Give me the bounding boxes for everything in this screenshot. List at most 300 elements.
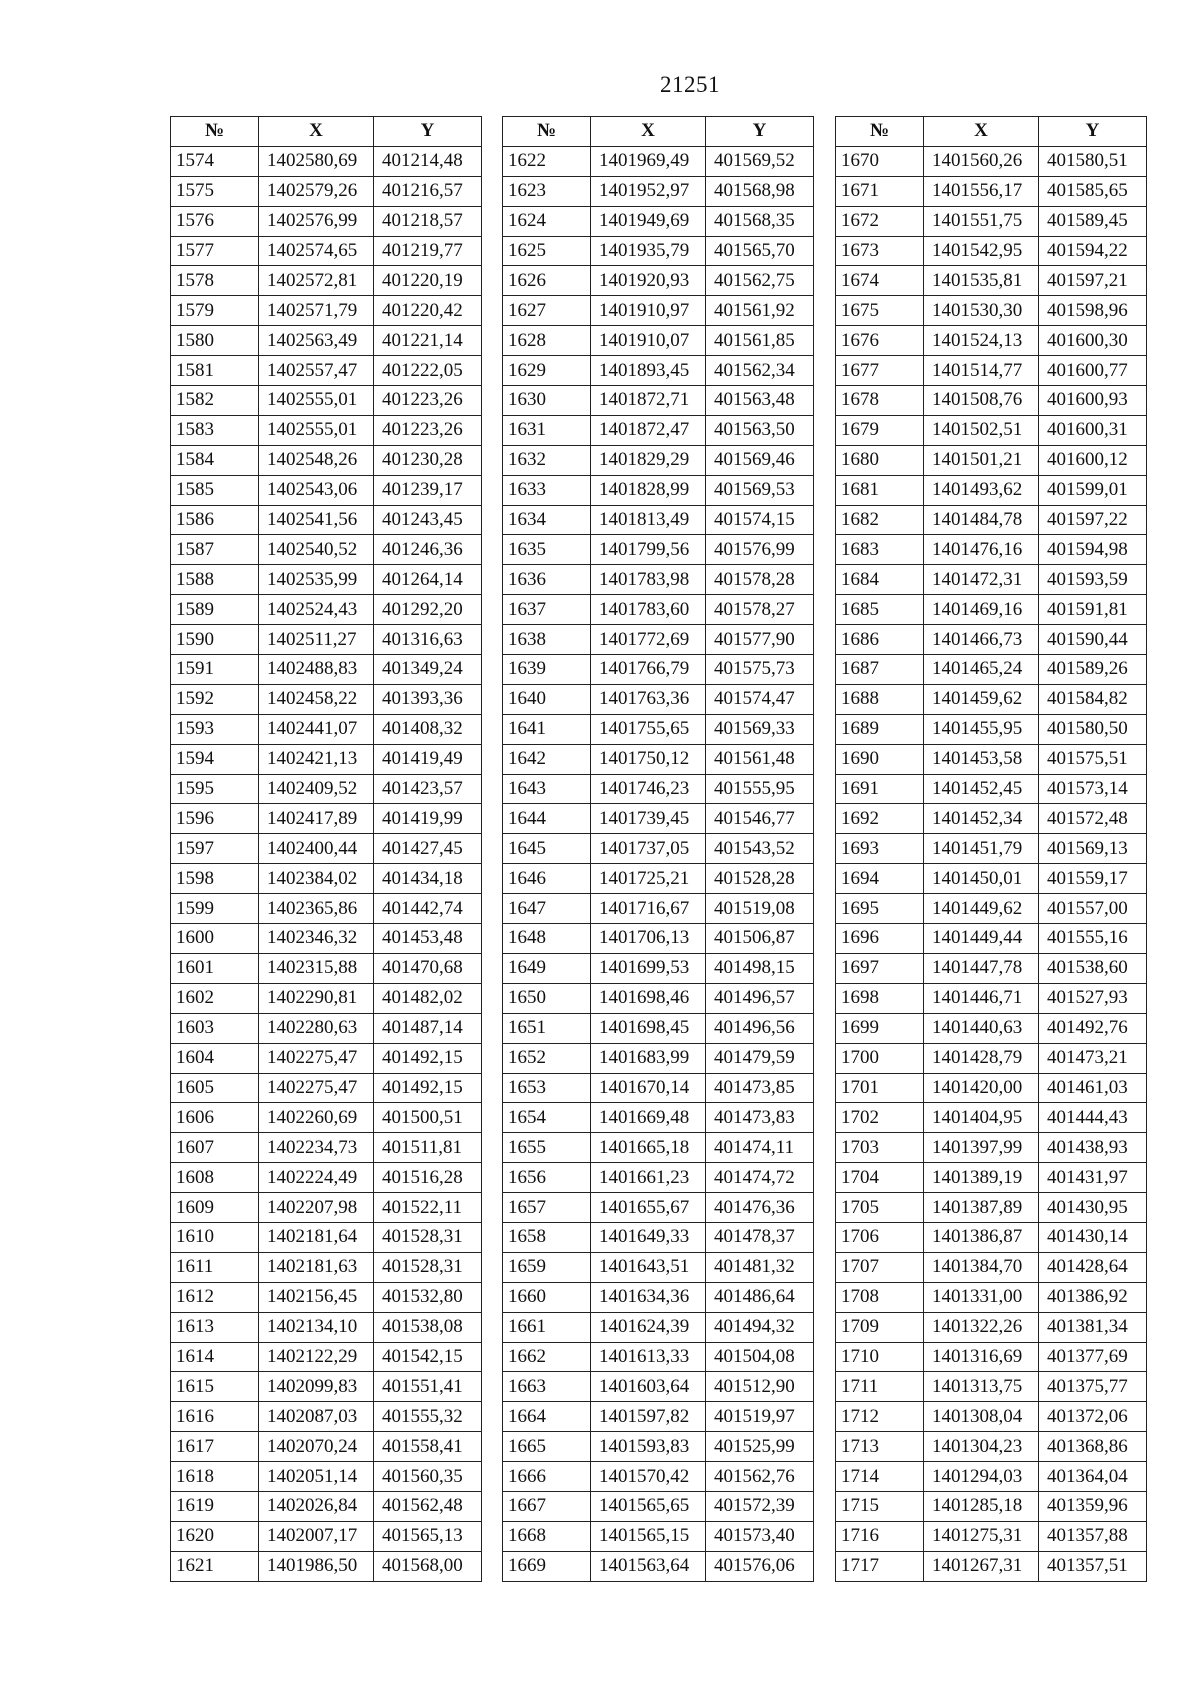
y-coordinate-cell: 401590,44 [1039, 625, 1147, 655]
y-coordinate-cell: 401377,69 [1039, 1342, 1147, 1372]
point-number-cell: 1680 [836, 445, 924, 475]
y-coordinate-cell: 401562,76 [706, 1462, 814, 1492]
table-row [171, 206, 482, 236]
point-number-cell: 1704 [836, 1163, 924, 1193]
x-coordinate-cell: 1401459,62 [924, 684, 1039, 714]
x-coordinate-cell: 1401665,18 [591, 1133, 706, 1163]
y-coordinate-cell: 401431,97 [1039, 1163, 1147, 1193]
point-number-cell: 1673 [836, 236, 924, 266]
x-coordinate-cell: 1401389,19 [924, 1163, 1039, 1193]
x-coordinate-cell: 1401466,73 [924, 625, 1039, 655]
x-coordinate-cell: 1402511,27 [259, 625, 374, 655]
point-number-cell: 1597 [171, 834, 259, 864]
point-number-cell: 1592 [171, 684, 259, 714]
table-row [503, 684, 814, 714]
y-coordinate-cell: 401591,81 [1039, 595, 1147, 625]
point-number-cell: 1598 [171, 864, 259, 894]
point-number-cell: 1583 [171, 415, 259, 445]
point-number-cell: 1616 [171, 1402, 259, 1432]
y-coordinate-cell: 401557,00 [1039, 894, 1147, 924]
x-coordinate-cell: 1401308,04 [924, 1402, 1039, 1432]
y-coordinate-cell: 401528,31 [374, 1222, 482, 1252]
x-coordinate-cell: 1401952,97 [591, 176, 706, 206]
column-header-x: X [591, 117, 706, 147]
y-coordinate-cell: 401568,00 [374, 1551, 482, 1581]
x-coordinate-cell: 1401799,56 [591, 535, 706, 565]
table-row [503, 1462, 814, 1492]
point-number-cell: 1666 [503, 1462, 591, 1492]
y-coordinate-cell: 401525,99 [706, 1432, 814, 1462]
x-coordinate-cell: 1401699,53 [591, 953, 706, 983]
point-number-cell: 1577 [171, 236, 259, 266]
x-coordinate-cell: 1401969,49 [591, 146, 706, 176]
y-coordinate-cell: 401239,17 [374, 475, 482, 505]
x-coordinate-cell: 1401508,76 [924, 386, 1039, 416]
x-coordinate-cell: 1401893,45 [591, 356, 706, 386]
point-number-cell: 1580 [171, 326, 259, 356]
column-header-number: № [171, 117, 259, 147]
point-number-cell: 1684 [836, 565, 924, 595]
table-row [503, 206, 814, 236]
x-coordinate-cell: 1401440,63 [924, 1013, 1039, 1043]
x-coordinate-cell: 1402181,63 [259, 1252, 374, 1282]
x-coordinate-cell: 1402576,99 [259, 206, 374, 236]
point-number-cell: 1634 [503, 505, 591, 535]
table-row [836, 1103, 1147, 1133]
x-coordinate-cell: 1402555,01 [259, 386, 374, 416]
x-coordinate-cell: 1401384,70 [924, 1252, 1039, 1282]
y-coordinate-cell: 401565,13 [374, 1521, 482, 1551]
y-coordinate-cell: 401430,95 [1039, 1193, 1147, 1223]
x-coordinate-cell: 1401755,65 [591, 714, 706, 744]
point-number-cell: 1610 [171, 1222, 259, 1252]
x-coordinate-cell: 1402535,99 [259, 565, 374, 595]
point-number-cell: 1659 [503, 1252, 591, 1282]
point-number-cell: 1708 [836, 1282, 924, 1312]
x-coordinate-cell: 1401535,81 [924, 266, 1039, 296]
table-row [503, 415, 814, 445]
table-row [503, 834, 814, 864]
x-coordinate-cell: 1401565,15 [591, 1521, 706, 1551]
table-row [171, 684, 482, 714]
table-row [503, 1103, 814, 1133]
x-coordinate-cell: 1401716,67 [591, 894, 706, 924]
x-coordinate-cell: 1401472,31 [924, 565, 1039, 595]
y-coordinate-cell: 401519,97 [706, 1402, 814, 1432]
y-coordinate-cell: 401578,27 [706, 595, 814, 625]
y-coordinate-cell: 401516,28 [374, 1163, 482, 1193]
table-row [171, 505, 482, 535]
point-number-cell: 1693 [836, 834, 924, 864]
table-row [171, 714, 482, 744]
x-coordinate-cell: 1401593,83 [591, 1432, 706, 1462]
table-row [503, 505, 814, 535]
point-number-cell: 1584 [171, 445, 259, 475]
point-number-cell: 1655 [503, 1133, 591, 1163]
point-number-cell: 1637 [503, 595, 591, 625]
point-number-cell: 1617 [171, 1432, 259, 1462]
x-coordinate-cell: 1401560,26 [924, 146, 1039, 176]
point-number-cell: 1585 [171, 475, 259, 505]
x-coordinate-cell: 1401910,07 [591, 326, 706, 356]
y-coordinate-cell: 401573,14 [1039, 774, 1147, 804]
point-number-cell: 1635 [503, 535, 591, 565]
table-row [503, 1222, 814, 1252]
point-number-cell: 1574 [171, 146, 259, 176]
point-number-cell: 1643 [503, 774, 591, 804]
coordinate-table-3 [835, 116, 1147, 1582]
point-number-cell: 1692 [836, 804, 924, 834]
point-number-cell: 1661 [503, 1312, 591, 1342]
y-coordinate-cell: 401568,35 [706, 206, 814, 236]
y-coordinate-cell: 401575,51 [1039, 744, 1147, 774]
point-number-cell: 1578 [171, 266, 259, 296]
y-coordinate-cell: 401220,19 [374, 266, 482, 296]
point-number-cell: 1629 [503, 356, 591, 386]
table-row [171, 774, 482, 804]
table-row [836, 1222, 1147, 1252]
y-coordinate-cell: 401542,15 [374, 1342, 482, 1372]
x-coordinate-cell: 1402207,98 [259, 1193, 374, 1223]
table-row [503, 535, 814, 565]
x-coordinate-cell: 1401669,48 [591, 1103, 706, 1133]
y-coordinate-cell: 401408,32 [374, 714, 482, 744]
point-number-cell: 1663 [503, 1372, 591, 1402]
y-coordinate-cell: 401386,92 [1039, 1282, 1147, 1312]
y-coordinate-cell: 401555,32 [374, 1402, 482, 1432]
y-coordinate-cell: 401428,64 [1039, 1252, 1147, 1282]
x-coordinate-cell: 1402051,14 [259, 1462, 374, 1492]
y-coordinate-cell: 401576,06 [706, 1551, 814, 1581]
table-row [171, 1133, 482, 1163]
table-row [503, 1342, 814, 1372]
x-coordinate-cell: 1401447,78 [924, 953, 1039, 983]
x-coordinate-cell: 1401484,78 [924, 505, 1039, 535]
point-number-cell: 1581 [171, 356, 259, 386]
column-header-number: № [503, 117, 591, 147]
x-coordinate-cell: 1402579,26 [259, 176, 374, 206]
x-coordinate-cell: 1401469,16 [924, 595, 1039, 625]
table-row [503, 565, 814, 595]
y-coordinate-cell: 401230,28 [374, 445, 482, 475]
table-row [836, 1312, 1147, 1342]
table-row [171, 804, 482, 834]
y-coordinate-cell: 401430,14 [1039, 1222, 1147, 1252]
y-coordinate-cell: 401600,12 [1039, 445, 1147, 475]
y-coordinate-cell: 401568,98 [706, 176, 814, 206]
x-coordinate-cell: 1401739,45 [591, 804, 706, 834]
x-coordinate-cell: 1401783,98 [591, 565, 706, 595]
table-row [836, 684, 1147, 714]
y-coordinate-cell: 401561,48 [706, 744, 814, 774]
x-coordinate-cell: 1401267,31 [924, 1551, 1039, 1581]
y-coordinate-cell: 401551,41 [374, 1372, 482, 1402]
x-coordinate-cell: 1402099,83 [259, 1372, 374, 1402]
y-coordinate-cell: 401597,21 [1039, 266, 1147, 296]
x-coordinate-cell: 1402122,29 [259, 1342, 374, 1372]
y-coordinate-cell: 401364,04 [1039, 1462, 1147, 1492]
point-number-cell: 1695 [836, 894, 924, 924]
x-coordinate-cell: 1401524,13 [924, 326, 1039, 356]
point-number-cell: 1612 [171, 1282, 259, 1312]
x-coordinate-cell: 1401746,23 [591, 774, 706, 804]
y-coordinate-cell: 401560,35 [374, 1462, 482, 1492]
y-coordinate-cell: 401558,41 [374, 1432, 482, 1462]
x-coordinate-cell: 1402409,52 [259, 774, 374, 804]
table-row [836, 744, 1147, 774]
y-coordinate-cell: 401368,86 [1039, 1432, 1147, 1462]
x-coordinate-cell: 1402540,52 [259, 535, 374, 565]
x-coordinate-cell: 1401428,79 [924, 1043, 1039, 1073]
y-coordinate-cell: 401563,48 [706, 386, 814, 416]
x-coordinate-cell: 1401404,95 [924, 1103, 1039, 1133]
x-coordinate-cell: 1401452,45 [924, 774, 1039, 804]
point-number-cell: 1615 [171, 1372, 259, 1402]
point-number-cell: 1689 [836, 714, 924, 744]
x-coordinate-cell: 1402275,47 [259, 1073, 374, 1103]
table-row [836, 176, 1147, 206]
y-coordinate-cell: 401494,32 [706, 1312, 814, 1342]
table-row [171, 565, 482, 595]
x-coordinate-cell: 1401750,12 [591, 744, 706, 774]
table-row [836, 535, 1147, 565]
x-coordinate-cell: 1402557,47 [259, 356, 374, 386]
y-coordinate-cell: 401546,77 [706, 804, 814, 834]
y-coordinate-cell: 401576,99 [706, 535, 814, 565]
table-row [503, 924, 814, 954]
x-coordinate-cell: 1401285,18 [924, 1491, 1039, 1521]
point-number-cell: 1706 [836, 1222, 924, 1252]
point-number-cell: 1624 [503, 206, 591, 236]
point-number-cell: 1645 [503, 834, 591, 864]
table-row [836, 1013, 1147, 1043]
table-row [836, 326, 1147, 356]
table-row [503, 953, 814, 983]
table-row [171, 1043, 482, 1073]
table-row [171, 1491, 482, 1521]
point-number-cell: 1632 [503, 445, 591, 475]
y-coordinate-cell: 401597,22 [1039, 505, 1147, 535]
point-number-cell: 1674 [836, 266, 924, 296]
y-coordinate-cell: 401423,57 [374, 774, 482, 804]
column-header-x: X [924, 117, 1039, 147]
x-coordinate-cell: 1401683,99 [591, 1043, 706, 1073]
point-number-cell: 1672 [836, 206, 924, 236]
y-coordinate-cell: 401375,77 [1039, 1372, 1147, 1402]
table-row [503, 1312, 814, 1342]
point-number-cell: 1611 [171, 1252, 259, 1282]
x-coordinate-cell: 1401530,30 [924, 296, 1039, 326]
x-coordinate-cell: 1401446,71 [924, 983, 1039, 1013]
y-coordinate-cell: 401292,20 [374, 595, 482, 625]
table-row [171, 356, 482, 386]
point-number-cell: 1590 [171, 625, 259, 655]
point-number-cell: 1711 [836, 1372, 924, 1402]
y-coordinate-cell: 401572,48 [1039, 804, 1147, 834]
point-number-cell: 1671 [836, 176, 924, 206]
y-coordinate-cell: 401492,15 [374, 1043, 482, 1073]
x-coordinate-cell: 1402234,73 [259, 1133, 374, 1163]
point-number-cell: 1604 [171, 1043, 259, 1073]
y-coordinate-cell: 401574,47 [706, 684, 814, 714]
table-row [503, 1193, 814, 1223]
x-coordinate-cell: 1402524,43 [259, 595, 374, 625]
table-row [836, 1402, 1147, 1432]
x-coordinate-cell: 1401624,39 [591, 1312, 706, 1342]
table-row [171, 1222, 482, 1252]
x-coordinate-cell: 1401698,46 [591, 983, 706, 1013]
point-number-cell: 1660 [503, 1282, 591, 1312]
x-coordinate-cell: 1401655,67 [591, 1193, 706, 1223]
coordinate-table-1 [170, 116, 482, 1582]
x-coordinate-cell: 1401501,21 [924, 445, 1039, 475]
y-coordinate-cell: 401220,42 [374, 296, 482, 326]
table-row [171, 1432, 482, 1462]
table-row [171, 1372, 482, 1402]
x-coordinate-cell: 1402574,65 [259, 236, 374, 266]
x-coordinate-cell: 1401453,58 [924, 744, 1039, 774]
column-header-y: Y [706, 117, 814, 147]
table-row [171, 386, 482, 416]
column-header-y: Y [374, 117, 482, 147]
y-coordinate-cell: 401512,90 [706, 1372, 814, 1402]
point-number-cell: 1665 [503, 1432, 591, 1462]
point-number-cell: 1620 [171, 1521, 259, 1551]
table-row [503, 714, 814, 744]
point-number-cell: 1609 [171, 1193, 259, 1223]
y-coordinate-cell: 401487,14 [374, 1013, 482, 1043]
point-number-cell: 1714 [836, 1462, 924, 1492]
y-coordinate-cell: 401589,45 [1039, 206, 1147, 236]
y-coordinate-cell: 401569,33 [706, 714, 814, 744]
y-coordinate-cell: 401372,06 [1039, 1402, 1147, 1432]
x-coordinate-cell: 1401872,71 [591, 386, 706, 416]
point-number-cell: 1700 [836, 1043, 924, 1073]
x-coordinate-cell: 1401313,75 [924, 1372, 1039, 1402]
table-row [836, 924, 1147, 954]
table-row [836, 1133, 1147, 1163]
y-coordinate-cell: 401419,49 [374, 744, 482, 774]
y-coordinate-cell: 401580,51 [1039, 146, 1147, 176]
x-coordinate-cell: 1402571,79 [259, 296, 374, 326]
table-row [836, 1163, 1147, 1193]
y-coordinate-cell: 401434,18 [374, 864, 482, 894]
x-coordinate-cell: 1401449,62 [924, 894, 1039, 924]
table-row [171, 864, 482, 894]
y-coordinate-cell: 401578,28 [706, 565, 814, 595]
table-row [836, 415, 1147, 445]
x-coordinate-cell: 1401565,65 [591, 1491, 706, 1521]
table-row [503, 266, 814, 296]
y-coordinate-cell: 401478,37 [706, 1222, 814, 1252]
table-row [503, 356, 814, 386]
x-coordinate-cell: 1401872,47 [591, 415, 706, 445]
x-coordinate-cell: 1401828,99 [591, 475, 706, 505]
x-coordinate-cell: 1402563,49 [259, 326, 374, 356]
point-number-cell: 1662 [503, 1342, 591, 1372]
table-row [503, 894, 814, 924]
x-coordinate-cell: 1401331,00 [924, 1282, 1039, 1312]
table-row [171, 953, 482, 983]
table-row [171, 445, 482, 475]
table-row [171, 1073, 482, 1103]
table-row [503, 326, 814, 356]
x-coordinate-cell: 1401322,26 [924, 1312, 1039, 1342]
point-number-cell: 1696 [836, 924, 924, 954]
table-row [171, 625, 482, 655]
point-number-cell: 1621 [171, 1551, 259, 1581]
table-row [503, 1043, 814, 1073]
point-number-cell: 1649 [503, 953, 591, 983]
point-number-cell: 1678 [836, 386, 924, 416]
table-row [836, 864, 1147, 894]
y-coordinate-cell: 401349,24 [374, 655, 482, 685]
y-coordinate-cell: 401381,34 [1039, 1312, 1147, 1342]
point-number-cell: 1626 [503, 266, 591, 296]
table-row [171, 1252, 482, 1282]
point-number-cell: 1640 [503, 684, 591, 714]
x-coordinate-cell: 1401634,36 [591, 1282, 706, 1312]
y-coordinate-cell: 401453,48 [374, 924, 482, 954]
x-coordinate-cell: 1401476,16 [924, 535, 1039, 565]
table-row [503, 625, 814, 655]
x-coordinate-cell: 1402365,86 [259, 894, 374, 924]
point-number-cell: 1628 [503, 326, 591, 356]
x-coordinate-cell: 1402572,81 [259, 266, 374, 296]
point-number-cell: 1606 [171, 1103, 259, 1133]
table-row [836, 1252, 1147, 1282]
x-coordinate-cell: 1402488,83 [259, 655, 374, 685]
x-coordinate-cell: 1401386,87 [924, 1222, 1039, 1252]
y-coordinate-cell: 401498,15 [706, 953, 814, 983]
x-coordinate-cell: 1402315,88 [259, 953, 374, 983]
point-number-cell: 1608 [171, 1163, 259, 1193]
table-row [836, 445, 1147, 475]
table-row [836, 953, 1147, 983]
table-row [836, 1342, 1147, 1372]
table-row [836, 236, 1147, 266]
x-coordinate-cell: 1401452,34 [924, 804, 1039, 834]
header-row [503, 117, 814, 147]
y-coordinate-cell: 401506,87 [706, 924, 814, 954]
point-number-cell: 1631 [503, 415, 591, 445]
point-number-cell: 1600 [171, 924, 259, 954]
point-number-cell: 1625 [503, 236, 591, 266]
y-coordinate-cell: 401589,26 [1039, 655, 1147, 685]
column-header-x: X [259, 117, 374, 147]
y-coordinate-cell: 401486,64 [706, 1282, 814, 1312]
table-row [836, 505, 1147, 535]
point-number-cell: 1690 [836, 744, 924, 774]
table-row [171, 744, 482, 774]
table-row [503, 1282, 814, 1312]
point-number-cell: 1594 [171, 744, 259, 774]
y-coordinate-cell: 401561,92 [706, 296, 814, 326]
x-coordinate-cell: 1401783,60 [591, 595, 706, 625]
point-number-cell: 1575 [171, 176, 259, 206]
column-header-y: Y [1039, 117, 1147, 147]
y-coordinate-cell: 401470,68 [374, 953, 482, 983]
x-coordinate-cell: 1401670,14 [591, 1073, 706, 1103]
table-row [171, 834, 482, 864]
table-row [836, 1193, 1147, 1223]
y-coordinate-cell: 401522,11 [374, 1193, 482, 1223]
table-row [503, 804, 814, 834]
point-number-cell: 1699 [836, 1013, 924, 1043]
table-row [503, 655, 814, 685]
table-row [503, 595, 814, 625]
point-number-cell: 1701 [836, 1073, 924, 1103]
